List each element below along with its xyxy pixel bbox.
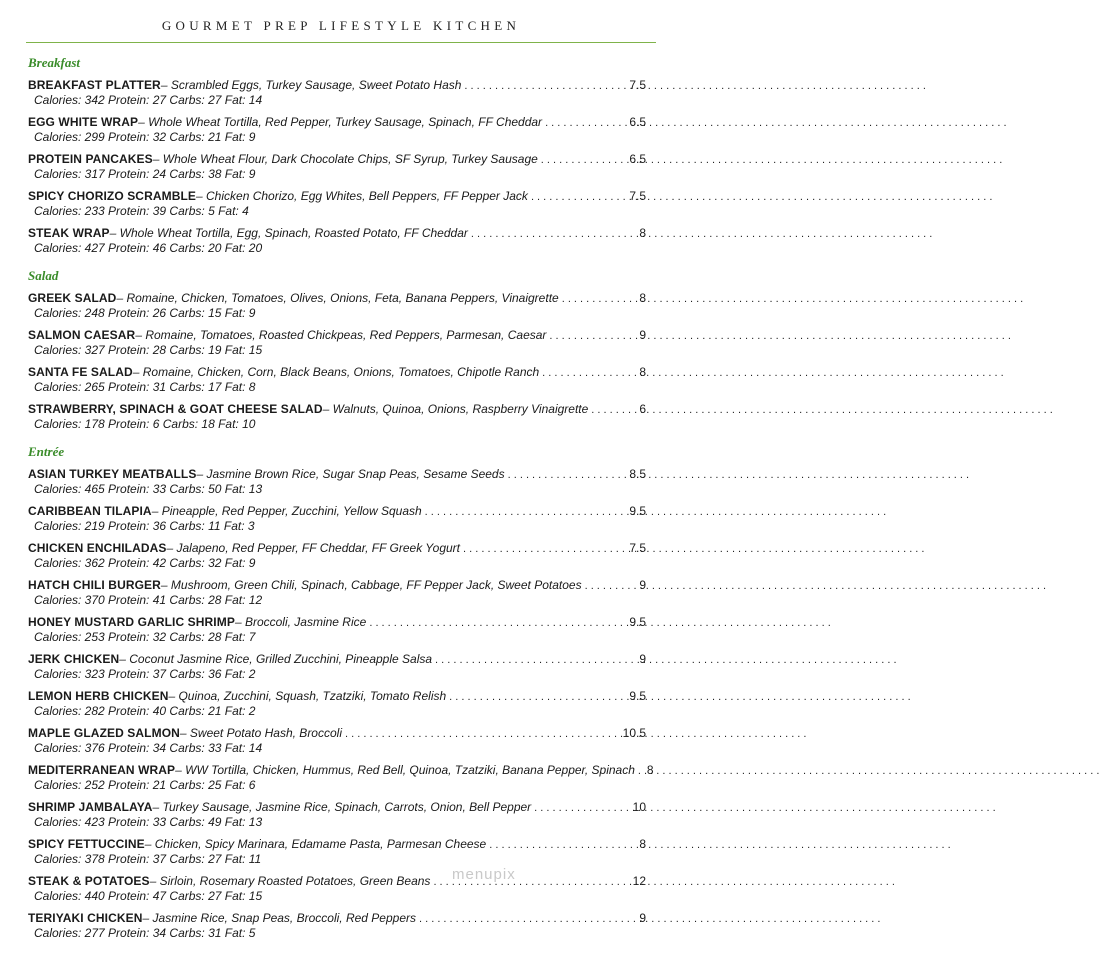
menu-item-line — [28, 290, 646, 306]
menu-item-description: – Turkey Sausage, Jasmine Rice, Spinach, Carrots, Onion, Bell Pepper — [152, 800, 532, 814]
menu-item-nutrition: Calories: 252 Protein: 21 Carbs: 25 Fat: 6 — [34, 778, 256, 792]
menu-item-price: 10.5 — [622, 726, 646, 740]
menu-item-description: – Romaine, Tomatoes, Roasted Chickpeas, Red Peppers, Parmesan, Caesar — [135, 328, 547, 342]
menu-item-price: 12 — [632, 874, 646, 888]
menu-item-description: – Jasmine Brown Rice, Sugar Snap Peas, Sesame Seeds — [196, 467, 505, 481]
menu-item-price: 7.5 — [629, 541, 646, 555]
menu-item — [28, 762, 654, 793]
menu-item-description: – Romaine, Chicken, Corn, Black Beans, Onions, Tomatoes, Chipotle Ranch — [132, 365, 540, 379]
menu-item-price: 6.5 — [629, 152, 646, 166]
menu-item-line — [28, 762, 654, 778]
section-title: Salad — [28, 268, 59, 283]
menu-item-line — [28, 188, 646, 204]
menu-item-line — [28, 540, 646, 556]
menu-item — [28, 151, 646, 182]
menu-item-line — [28, 225, 646, 241]
dot-leader — [508, 467, 627, 483]
menu-item-name: SANTA FE SALAD — [28, 365, 133, 379]
menu-item-price: 6 — [639, 402, 646, 416]
menu-item-name: CHICKEN ENCHILADAS — [28, 541, 167, 555]
menu-item-nutrition: Calories: 178 Protein: 6 Carbs: 18 Fat: 10 — [34, 417, 256, 431]
menu-item-price: 7.5 — [629, 78, 646, 92]
menu-item-description: – Whole Wheat Tortilla, Red Pepper, Turkey Sausage, Spinach, FF Cheddar — [138, 115, 543, 129]
menu-item-description: – Chicken Chorizo, Egg Whites, Bell Peppers, FF Pepper Jack — [196, 189, 528, 203]
menu-item-price: 9 — [639, 578, 646, 592]
menu-item-line — [28, 401, 646, 417]
menu-item-line — [28, 688, 646, 704]
dot-leader — [369, 615, 626, 631]
menu-item-price: 8 — [639, 226, 646, 240]
menu-item-name: SPICY FETTUCCINE — [28, 837, 145, 851]
menu-item-price: 9 — [639, 652, 646, 666]
menu-item — [28, 688, 646, 719]
menu-item-description: – Whole Wheat Flour, Dark Chocolate Chips, SF Syrup, Turkey Sausage — [152, 152, 538, 166]
menu-item-nutrition: Calories: 342 Protein: 27 Carbs: 27 Fat: 14 — [34, 93, 263, 107]
menu-item-description: – Jasmine Rice, Snap Peas, Broccoli, Red Peppers — [142, 911, 416, 925]
menu-item-description: – Chicken, Spicy Marinara, Edamame Pasta, Parmesan Cheese — [144, 837, 487, 851]
menu-item-price: 9.5 — [629, 504, 646, 518]
menu-item — [28, 290, 646, 321]
menu-item-description: – Coconut Jasmine Rice, Grilled Zucchini, Pineapple Salsa — [119, 652, 433, 666]
menu-item-price: 9 — [639, 328, 646, 342]
menu-item — [28, 614, 646, 645]
menu-item — [28, 114, 646, 145]
menu-item-nutrition: Calories: 317 Protein: 24 Carbs: 38 Fat: 9 — [34, 167, 256, 181]
dot-leader — [471, 226, 636, 242]
menu-item-line — [28, 503, 646, 519]
dot-leader — [585, 578, 637, 594]
menu-item-line — [28, 614, 646, 630]
menu-item — [28, 466, 646, 497]
menu-item — [28, 910, 646, 941]
menu-item-price: 8.5 — [629, 467, 646, 481]
menu-item-nutrition: Calories: 248 Protein: 26 Carbs: 15 Fat: 9 — [34, 306, 256, 320]
menu-item — [28, 873, 646, 904]
menu-item-price: 8 — [639, 837, 646, 851]
menu-item-description: – Quinoa, Zucchini, Squash, Tzatziki, Tomato Relish — [168, 689, 447, 703]
menu-item-nutrition: Calories: 378 Protein: 37 Carbs: 27 Fat: 11 — [34, 852, 262, 866]
menu-item-price: 8 — [639, 365, 646, 379]
dot-leader — [425, 504, 627, 520]
watermark-text: menupix — [452, 866, 516, 883]
dot-leader — [419, 911, 636, 927]
menu-item-name: GREEK SALAD — [28, 291, 117, 305]
menu-item-name: STEAK WRAP — [28, 226, 110, 240]
menu-item-description: – Sweet Potato Hash, Broccoli — [179, 726, 342, 740]
menu-item-name: ASIAN TURKEY MEATBALLS — [28, 467, 197, 481]
menu-item-name: HONEY MUSTARD GARLIC SHRIMP — [28, 615, 235, 629]
menu-item-description: – Mushroom, Green Chili, Spinach, Cabbage, FF Pepper Jack, Sweet Potatoes — [160, 578, 582, 592]
dot-leader — [489, 837, 636, 853]
menu-item-name: SPICY CHORIZO SCRAMBLE — [28, 189, 196, 203]
menu-item-name: SALMON CAESAR — [28, 328, 136, 342]
menu-item-line — [28, 466, 646, 482]
menu-item — [28, 503, 646, 534]
menu-item-line — [28, 836, 646, 852]
menu-item-name: STRAWBERRY, SPINACH & GOAT CHEESE SALAD — [28, 402, 323, 416]
dot-leader — [591, 402, 636, 418]
menu-item-nutrition: Calories: 427 Protein: 46 Carbs: 20 Fat: 20 — [34, 241, 263, 255]
menu-item-price: 7.5 — [629, 189, 646, 203]
menu-item-description: – Whole Wheat Tortilla, Egg, Spinach, Roasted Potato, FF Cheddar — [109, 226, 468, 240]
menu-item-nutrition: Calories: 253 Protein: 32 Carbs: 28 Fat: 7 — [34, 630, 256, 644]
header-divider — [26, 42, 656, 43]
dot-leader — [435, 652, 636, 668]
menu-item-name: PROTEIN PANCAKES — [28, 152, 153, 166]
menu-header-title: GOURMET PREP LIFESTYLE KITCHEN — [161, 18, 521, 33]
menu-item — [28, 799, 646, 830]
menu-item — [28, 327, 646, 358]
menu-item-price: 9 — [639, 911, 646, 925]
dot-leader — [464, 78, 626, 94]
menu-item-price: 9.5 — [629, 689, 646, 703]
menu-item — [28, 651, 646, 682]
dot-leader — [449, 689, 626, 705]
menu-item-description: – Walnuts, Quinoa, Onions, Raspberry Vinaigrette — [322, 402, 589, 416]
menu-item-description: – Scrambled Eggs, Turkey Sausage, Sweet Potato Hash — [160, 78, 462, 92]
menu-item-name: JERK CHICKEN — [28, 652, 120, 666]
menu-item-line — [28, 910, 646, 926]
menu-item-nutrition: Calories: 370 Protein: 41 Carbs: 28 Fat: 12 — [34, 593, 263, 607]
dot-leader — [463, 541, 626, 557]
menu-item-description: – WW Tortilla, Chicken, Hummus, Red Bell, Quinoa, Tzatziki, Banana Pepper, Spinach — [175, 763, 635, 777]
dot-leader — [545, 115, 626, 131]
dot-leader — [638, 763, 644, 779]
menu-item-description: – Jalapeno, Red Pepper, FF Cheddar, FF Greek Yogurt — [166, 541, 460, 555]
menu-item-name: STEAK & POTATOES — [28, 874, 150, 888]
menu-item-line — [28, 577, 646, 593]
menu-item-name: EGG WHITE WRAP — [28, 115, 139, 129]
menu-item-nutrition: Calories: 327 Protein: 28 Carbs: 19 Fat: 15 — [34, 343, 263, 357]
menu-item — [28, 725, 646, 756]
menu-item-price: 8 — [646, 763, 654, 777]
menu-item — [28, 836, 646, 867]
menu-item-nutrition: Calories: 277 Protein: 34 Carbs: 31 Fat: 5 — [34, 926, 256, 940]
menu-item-line — [28, 364, 646, 380]
menu-item-name: TERIYAKI CHICKEN — [28, 911, 143, 925]
menu-item-name: SHRIMP JAMBALAYA — [28, 800, 153, 814]
menu-item — [28, 401, 646, 432]
menu-section — [28, 444, 654, 941]
menu-item-line — [28, 873, 646, 889]
menu-item — [28, 225, 646, 256]
dot-leader — [531, 189, 626, 205]
menu-item — [28, 188, 646, 219]
dot-leader — [541, 152, 627, 168]
menu-item-nutrition: Calories: 362 Protein: 42 Carbs: 32 Fat: 9 — [34, 556, 256, 570]
menu-item-name: MEDITERRANEAN WRAP — [28, 763, 176, 777]
menu-item-line — [28, 77, 646, 93]
menu-item-price: 6.5 — [629, 115, 646, 129]
menu-item-nutrition: Calories: 323 Protein: 37 Carbs: 36 Fat: 2 — [34, 667, 256, 681]
menu-item-price: 10 — [632, 800, 646, 814]
menu-item-price: 9.5 — [629, 615, 646, 629]
menu-item-name: CARIBBEAN TILAPIA — [28, 504, 152, 518]
menu-item — [28, 577, 646, 608]
section-title: Entrée — [28, 444, 65, 459]
menu-section — [28, 55, 646, 256]
menu-item-nutrition: Calories: 219 Protein: 36 Carbs: 11 Fat: 3 — [34, 519, 255, 533]
menu-item — [28, 540, 646, 571]
menu-item-name: BREAKFAST PLATTER — [28, 78, 161, 92]
menu-section — [28, 268, 646, 432]
menu-item-description: – Broccoli, Jasmine Rice — [234, 615, 367, 629]
dot-leader — [549, 328, 636, 344]
menu-item-description: – Sirloin, Rosemary Roasted Potatoes, Green Beans — [149, 874, 431, 888]
dot-leader — [534, 800, 629, 816]
menu-item-nutrition: Calories: 233 Protein: 39 Carbs: 5 Fat: 4 — [34, 204, 249, 218]
dot-leader — [542, 365, 636, 381]
menu-item — [28, 77, 646, 108]
dot-leader — [562, 291, 637, 307]
menu-item-name: LEMON HERB CHICKEN — [28, 689, 169, 703]
menu-item — [28, 364, 646, 395]
dot-leader — [345, 726, 620, 742]
menu-item-description: – Pineapple, Red Pepper, Zucchini, Yellow Squash — [151, 504, 422, 518]
menu-item-nutrition: Calories: 465 Protein: 33 Carbs: 50 Fat: 13 — [34, 482, 263, 496]
menu-item-line — [28, 651, 646, 667]
menu-item-name: MAPLE GLAZED SALMON — [28, 726, 180, 740]
menu-item-name: HATCH CHILI BURGER — [28, 578, 161, 592]
menu-item-nutrition: Calories: 376 Protein: 34 Carbs: 33 Fat: 14 — [34, 741, 263, 755]
menu-item-nutrition: Calories: 265 Protein: 31 Carbs: 17 Fat: 8 — [34, 380, 256, 394]
menu-item-nutrition: Calories: 299 Protein: 32 Carbs: 21 Fat: 9 — [34, 130, 256, 144]
menu-item-nutrition: Calories: 282 Protein: 40 Carbs: 21 Fat: 2 — [34, 704, 256, 718]
menu-item-line — [28, 114, 646, 130]
menu-item-nutrition: Calories: 440 Protein: 47 Carbs: 27 Fat: 15 — [34, 889, 263, 903]
menu-content — [0, 55, 682, 941]
menu-item-line — [28, 799, 646, 815]
menu-item-nutrition: Calories: 423 Protein: 33 Carbs: 49 Fat: 13 — [34, 815, 263, 829]
menu-item-description: – Romaine, Chicken, Tomatoes, Olives, Onions, Feta, Banana Peppers, Vinaigrette — [116, 291, 559, 305]
menu-item-line — [28, 725, 646, 741]
menu-item-line — [28, 151, 646, 167]
section-title: Breakfast — [28, 55, 80, 70]
menu-item-price: 8 — [639, 291, 646, 305]
menu-item-line — [28, 327, 646, 343]
